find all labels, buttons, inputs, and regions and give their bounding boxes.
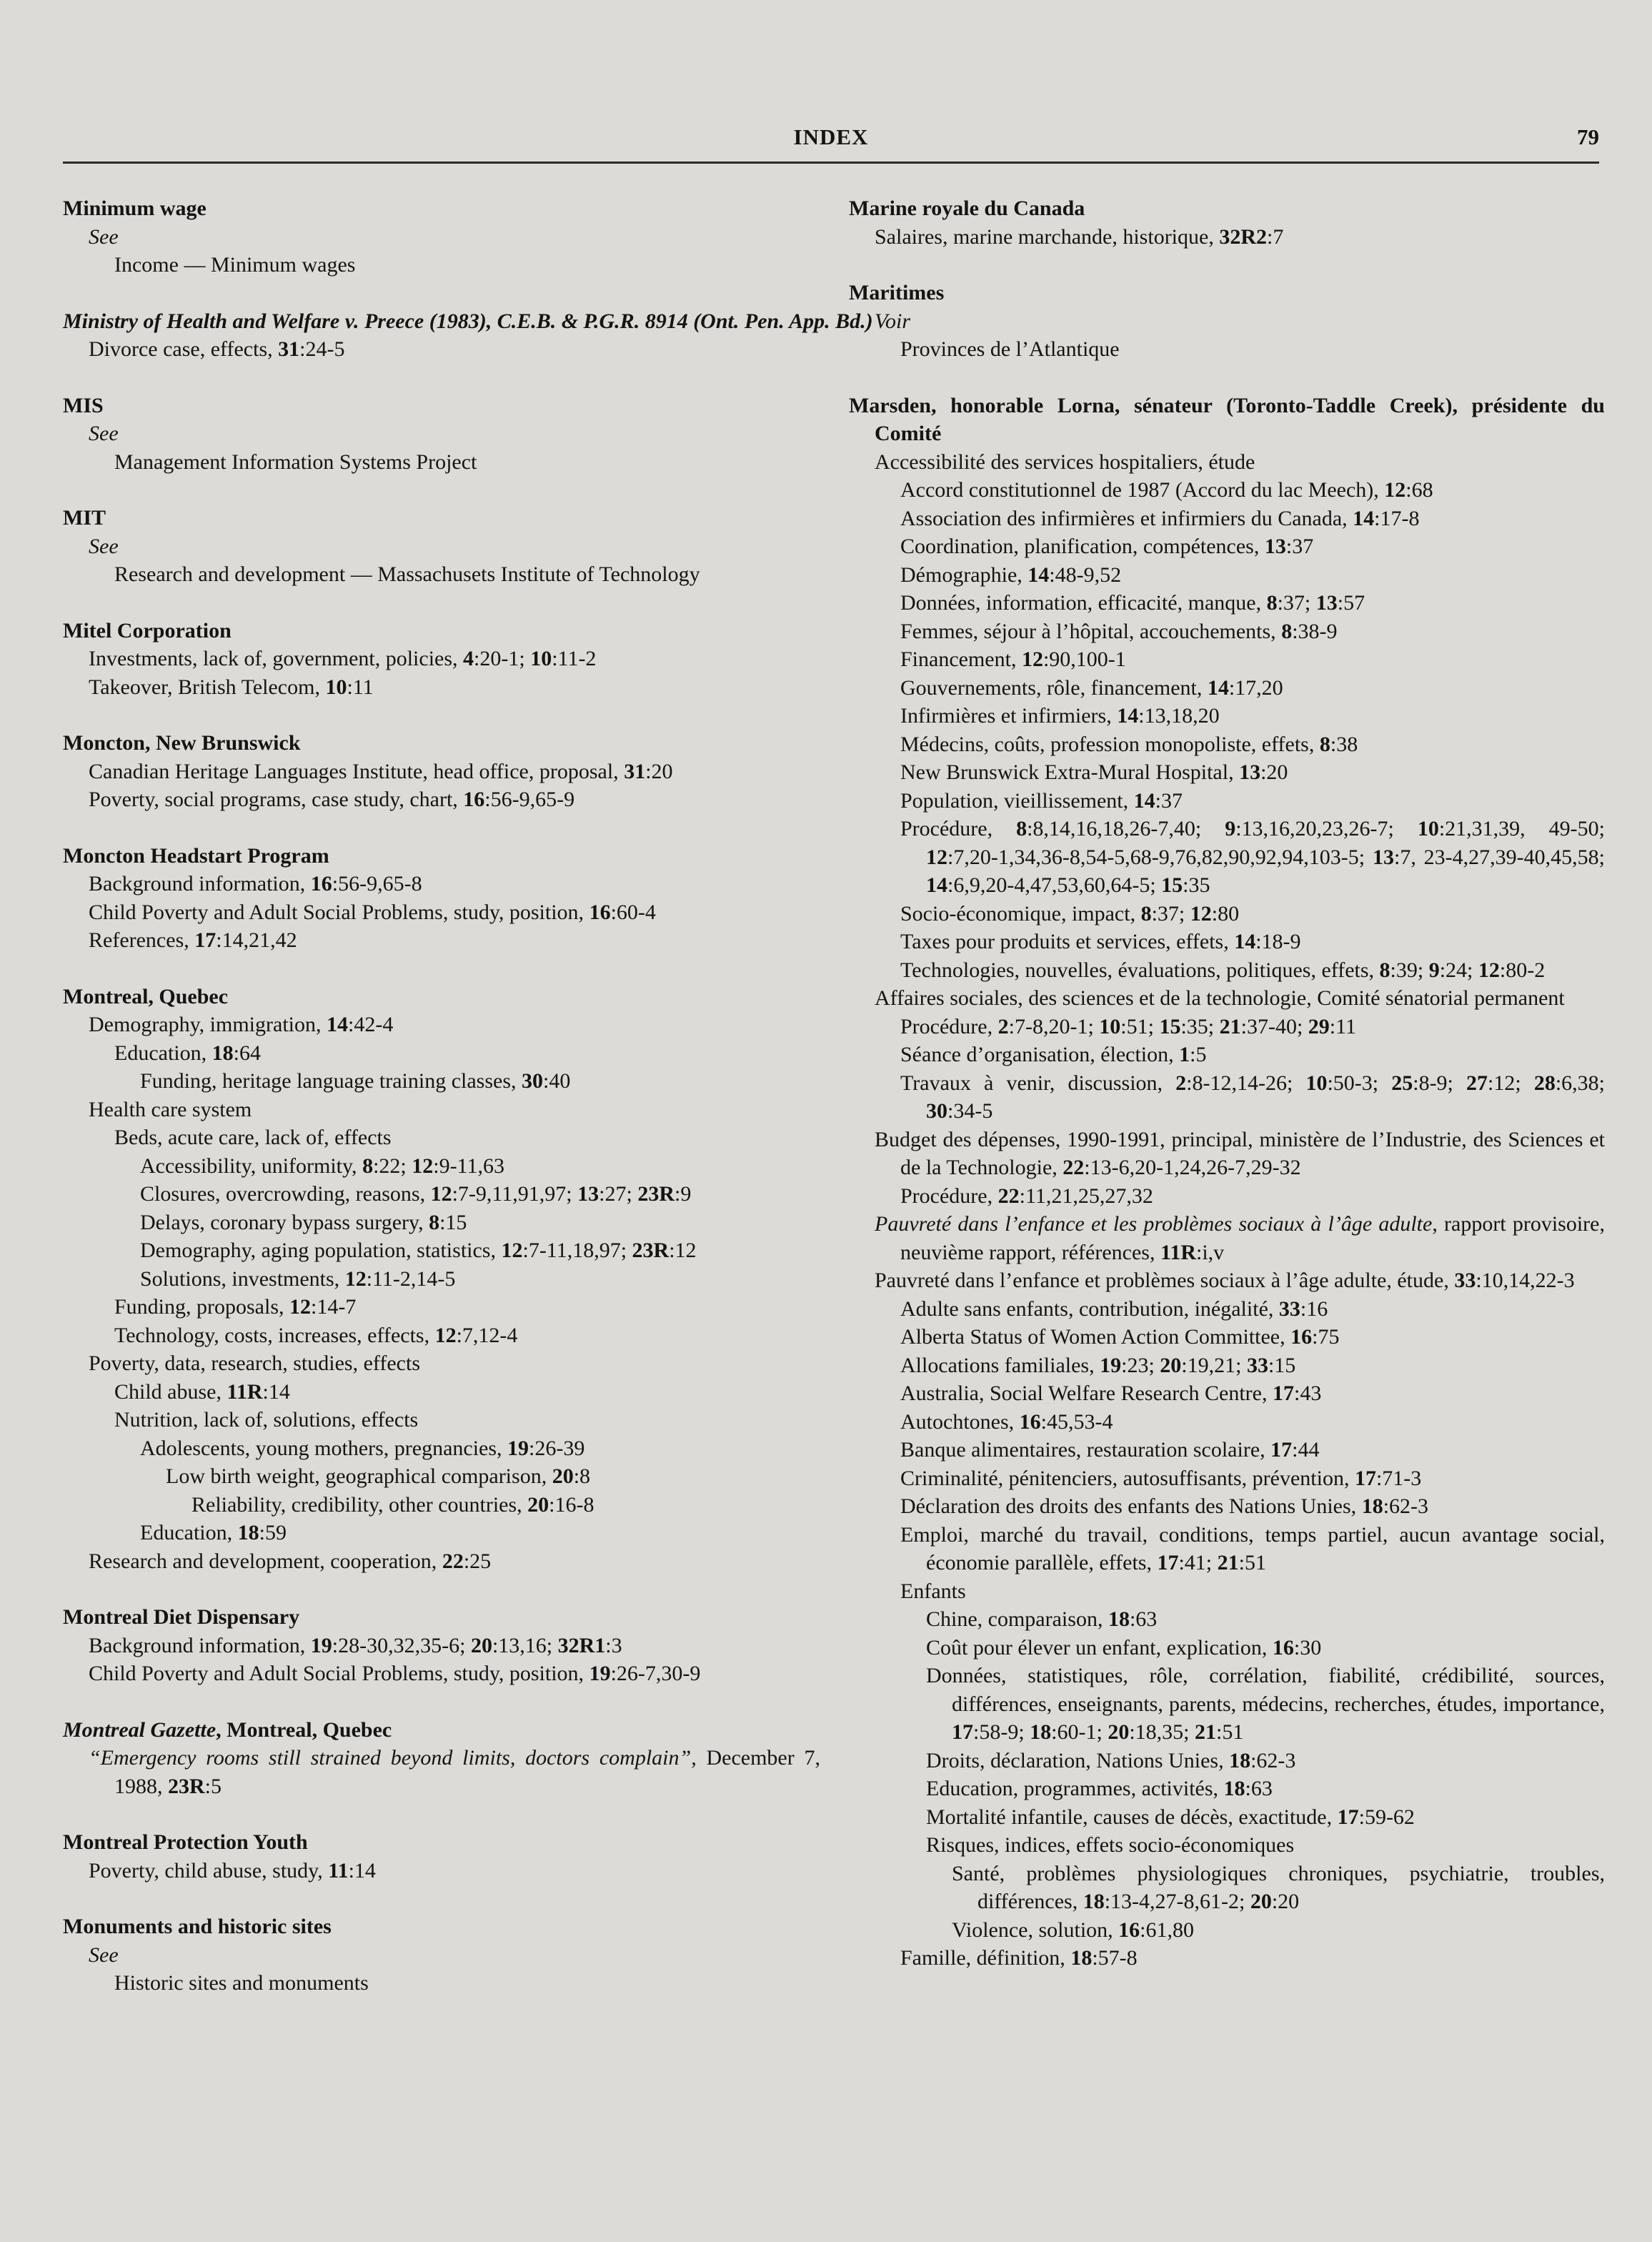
index-subentry: Affaires sociales, des sciences et de la technologie, Comité sénatorial permanent <box>875 986 1565 1010</box>
index-entry <box>63 504 820 589</box>
index-subentry: Banque alimentaires, restauration scolaire, 17:44 <box>900 1438 1320 1462</box>
index-subentry: Procédure, 2:7-8,20-1; 10:51; 15:35; 21:37-40; 29:11 <box>900 1014 1357 1038</box>
index-subentry: Autochtones, 16:45,53-4 <box>900 1409 1113 1434</box>
index-heading: Minimum wage <box>63 197 206 220</box>
index-subentry: Alberta Status of Women Action Committee, 16:75 <box>900 1325 1340 1349</box>
index-subentry: Child Poverty and Adult Social Problems, study, position, 19:26-7,30-9 <box>89 1662 701 1685</box>
index-subentry: Allocations familiales, 19:23; 20:19,21; 33:15 <box>900 1353 1296 1377</box>
index-subentry: Research and development, cooperation, 22:25 <box>89 1549 492 1573</box>
index-subentry: Taxes pour produits et services, effets, 14:18-9 <box>900 930 1301 953</box>
index-subentry: Emploi, marché du travail, conditions, temps partiel, aucun avantage social, économie parallèle, effets, 17:41; 21:51 <box>900 1522 1605 1574</box>
header-rule <box>63 162 1599 164</box>
index-subentry: Technology, costs, increases, effects, 12:7,12-4 <box>114 1323 518 1347</box>
index-subentry: Historic sites and monuments <box>114 1971 369 1995</box>
index-subentry: Demography, immigration, 14:42-4 <box>89 1013 394 1036</box>
index-subentry: Funding, heritage language training classes, 30:40 <box>140 1069 571 1093</box>
index-subentry: Health care system <box>89 1097 252 1121</box>
index-subentry: Salaires, marine marchande, historique, 32R2:7 <box>875 224 1284 249</box>
index-entry <box>63 1716 820 1801</box>
index-subentry: Reliability, credibility, other countries, 20:16-8 <box>191 1492 594 1517</box>
cross-reference-label: See <box>89 422 119 445</box>
index-entry <box>849 194 1605 251</box>
index-subentry: Santé, problèmes physiologiques chroniques, psychiatrie, troubles, différences, 18:13-4,27-8,61-2; 20:20 <box>952 1861 1605 1913</box>
index-heading: Montreal Diet Dispensary <box>63 1605 300 1629</box>
index-subentry: Education, 18:59 <box>140 1521 287 1544</box>
index-entry <box>849 279 1605 364</box>
index-entry <box>63 729 820 814</box>
index-subentry: Background information, 19:28-30,32,35-6; 20:13,16; 32R1:3 <box>89 1633 622 1657</box>
cross-reference-label: See <box>89 534 119 558</box>
index-subentry: Investments, lack of, government, policies, 4:20-1; 10:11-2 <box>89 647 597 670</box>
index-subentry: Famille, définition, 18:57-8 <box>900 1946 1138 1970</box>
index-subentry: Provinces de l’Atlantique <box>900 337 1120 361</box>
index-heading: Maritimes <box>849 281 945 304</box>
index-subentry: Accessibility, uniformity, 8:22; 12:9-11,63 <box>140 1154 504 1178</box>
index-subentry: Solutions, investments, 12:11-2,14-5 <box>140 1266 456 1291</box>
index-subentry: Données, information, efficacité, manque, 8:37; 13:57 <box>900 591 1365 615</box>
index-subentry: Financement, 12:90,100-1 <box>900 648 1126 671</box>
index-subentry: Background information, 16:56-9,65-8 <box>89 872 422 896</box>
index-subentry: Déclaration des droits des enfants des Nations Unies, 18:62-3 <box>900 1494 1429 1518</box>
index-subentry: Risques, indices, effets socio-économiques <box>926 1833 1295 1857</box>
index-heading: Mitel Corporation <box>63 618 232 643</box>
cross-reference-label: See <box>89 224 119 249</box>
index-heading: Moncton, New Brunswick <box>63 731 301 755</box>
index-entry <box>63 617 820 702</box>
index-entry <box>849 392 1605 1973</box>
index-subentry: Adulte sans enfants, contribution, inégalité, 33:16 <box>900 1296 1328 1321</box>
index-heading: Moncton Headstart Program <box>63 843 329 868</box>
index-subentry: Population, vieillissement, 14:37 <box>900 788 1183 813</box>
index-subentry: “Emergency rooms still strained beyond limits, doctors complain”, December 7, 1988, 23R:5 <box>89 1746 820 1798</box>
page-title: INDEX <box>793 124 869 149</box>
index-subentry: Gouvernements, rôle, financement, 14:17,20 <box>900 675 1283 700</box>
index-heading: Montreal, Quebec <box>63 984 229 1008</box>
index-subentry: Coût pour élever un enfant, explication, 16:30 <box>926 1635 1322 1660</box>
index-subentry: Violence, solution, 16:61,80 <box>952 1918 1195 1942</box>
index-subentry: Poverty, data, research, studies, effects <box>89 1351 420 1375</box>
index-entry <box>63 1913 820 1998</box>
index-subentry: Séance d’organisation, élection, 1:5 <box>900 1043 1207 1066</box>
index-entry <box>63 1828 820 1885</box>
index-subentry: Canadian Heritage Languages Institute, head office, proposal, 31:20 <box>89 759 673 783</box>
index-subentry: Budget des dépenses, 1990-1991, principal, ministère de l’Industrie, des Sciences et de la Technologie, 22:13-6,20-1,24,26-7,29-32 <box>875 1127 1605 1179</box>
index-subentry: Enfants <box>900 1579 966 1603</box>
index-heading: Marsden, honorable Lorna, sénateur (Toronto-Taddle Creek), présidente du Comité <box>849 393 1605 445</box>
index-heading: Montreal Gazette, Montreal, Quebec <box>63 1717 392 1742</box>
index-heading: Monuments and historic sites <box>63 1915 332 1938</box>
index-subentry: Poverty, child abuse, study, 11:14 <box>89 1858 376 1883</box>
index-subentry: Takeover, British Telecom, 10:11 <box>89 675 374 699</box>
index-subentry: Low birth weight, geographical comparison, 20:8 <box>166 1464 591 1488</box>
index-subentry: Child abuse, 11R:14 <box>114 1379 290 1404</box>
index-entry <box>63 842 820 955</box>
index-subentry: Travaux à venir, discussion, 2:8-12,14-26; 10:50-3; 25:8-9; 27:12; 28:6,38; 30:34-5 <box>900 1071 1605 1123</box>
index-subentry: Criminalité, pénitenciers, autosuffisants, prévention, 17:71-3 <box>900 1466 1422 1490</box>
index-subentry: Pauvreté dans l’enfance et problèmes sociaux à l’âge adulte, étude, 33:10,14,22-3 <box>875 1269 1575 1292</box>
cross-reference-label: Voir <box>875 309 911 333</box>
index-heading: MIS <box>63 393 104 417</box>
index-subentry: Divorce case, effects, 31:24-5 <box>89 337 345 361</box>
index-entry <box>63 392 820 477</box>
cross-reference-label: See <box>89 1943 119 1967</box>
index-subentry: Coordination, planification, compétences, 13:37 <box>900 535 1314 558</box>
index-subentry: Socio-économique, impact, 8:37; 12:80 <box>900 901 1240 926</box>
left-column <box>63 194 873 2025</box>
index-heading: MIT <box>63 506 106 530</box>
page-number: 79 <box>1577 124 1599 149</box>
index-subentry: Management Information Systems Project <box>114 450 477 474</box>
index-heading: Marine royale du Canada <box>849 197 1085 220</box>
index-subentry: Income — Minimum wages <box>114 253 356 277</box>
index-heading: Ministry of Health and Welfare v. Preece (1983), C.E.B. & P.G.R. 8914 (Ont. Pen. App. Bd.) <box>63 309 873 333</box>
page-header <box>63 124 1599 160</box>
index-subentry: Accessibilité des services hospitaliers, étude <box>875 450 1255 474</box>
index-subentry: Procédure, 22:11,21,25,27,32 <box>900 1184 1153 1208</box>
index-subentry: Accord constitutionnel de 1987 (Accord du lac Meech), 12:68 <box>900 478 1433 502</box>
index-subentry: Chine, comparaison, 18:63 <box>926 1607 1158 1631</box>
index-subentry: Education, programmes, activités, 18:63 <box>926 1777 1273 1800</box>
index-subentry: Adolescents, young mothers, pregnancies, 19:26-39 <box>140 1436 585 1460</box>
index-subentry: Child Poverty and Adult Social Problems, study, position, 16:60-4 <box>89 900 656 924</box>
index-subentry: References, 17:14,21,42 <box>89 928 297 952</box>
index-subentry: Delays, coronary bypass surgery, 8:15 <box>140 1210 467 1234</box>
index-subentry: Technologies, nouvelles, évaluations, politiques, effets, 8:39; 9:24; 12:80-2 <box>900 958 1546 982</box>
index-subentry: Infirmières et infirmiers, 14:13,18,20 <box>900 704 1220 728</box>
index-subentry: Droits, déclaration, Nations Unies, 18:62-3 <box>926 1748 1296 1772</box>
index-subentry: Procédure, 8:8,14,16,18,26-7,40; 9:13,16,20,23,26-7; 10:21,31,39, 49-50; 12:7,20-1,34,36-8,54-5,68-9,76,82,90,92,94,103-5; 13:7, 23-4,27,39-40,45,58; 14:6,9,20-4,47,53,60,64-5; 15:35 <box>900 817 1605 897</box>
index-subentry: Closures, overcrowding, reasons, 12:7-9,11,91,97; 13:27; 23R:9 <box>140 1182 692 1206</box>
index-entry <box>63 983 820 1576</box>
index-subentry: Funding, proposals, 12:14-7 <box>114 1295 357 1319</box>
index-subentry: Démographie, 14:48-9,52 <box>900 562 1122 587</box>
index-entry <box>63 1603 820 1688</box>
index-subentry: Pauvreté dans l’enfance et les problèmes sociaux à l’âge adulte, rapport provisoire, neuvième rapport, références, 11R:i,v <box>875 1212 1605 1264</box>
index-subentry: Femmes, séjour à l’hôpital, accouchements, 8:38-9 <box>900 619 1338 643</box>
index-subentry: Beds, acute care, lack of, effects <box>114 1126 392 1149</box>
index-entry <box>63 307 873 364</box>
index-subentry: Données, statistiques, rôle, corrélation, fiabilité, crédibilité, sources, différences, enseignants, parents, médecins, recherches, études, importance, 17:58-9; 18:60-1; 20:18,35; 21:51 <box>926 1664 1605 1744</box>
index-entry <box>63 194 820 279</box>
index-subentry: Poverty, social programs, case study, chart, 16:56-9,65-9 <box>89 788 575 811</box>
index-subentry: Mortalité infantile, causes de décès, exactitude, 17:59-62 <box>926 1805 1415 1829</box>
index-subentry: Nutrition, lack of, solutions, effects <box>114 1408 419 1432</box>
index-subentry: Australia, Social Welfare Research Centre, 17:43 <box>900 1382 1322 1405</box>
index-subentry: Research and development — Massachusets Institute of Technology <box>114 562 700 586</box>
index-subentry: Association des infirmières et infirmiers du Canada, 14:17-8 <box>900 506 1420 530</box>
index-subentry: Demography, aging population, statistics, 12:7-11,18,97; 23R:12 <box>140 1239 697 1262</box>
right-column <box>849 194 1605 2000</box>
index-subentry: New Brunswick Extra-Mural Hospital, 13:20 <box>900 760 1288 784</box>
index-subentry: Education, 18:64 <box>114 1041 261 1065</box>
index-subentry: Médecins, coûts, profession monopoliste, effets, 8:38 <box>900 732 1358 756</box>
index-heading: Montreal Protection Youth <box>63 1830 308 1854</box>
